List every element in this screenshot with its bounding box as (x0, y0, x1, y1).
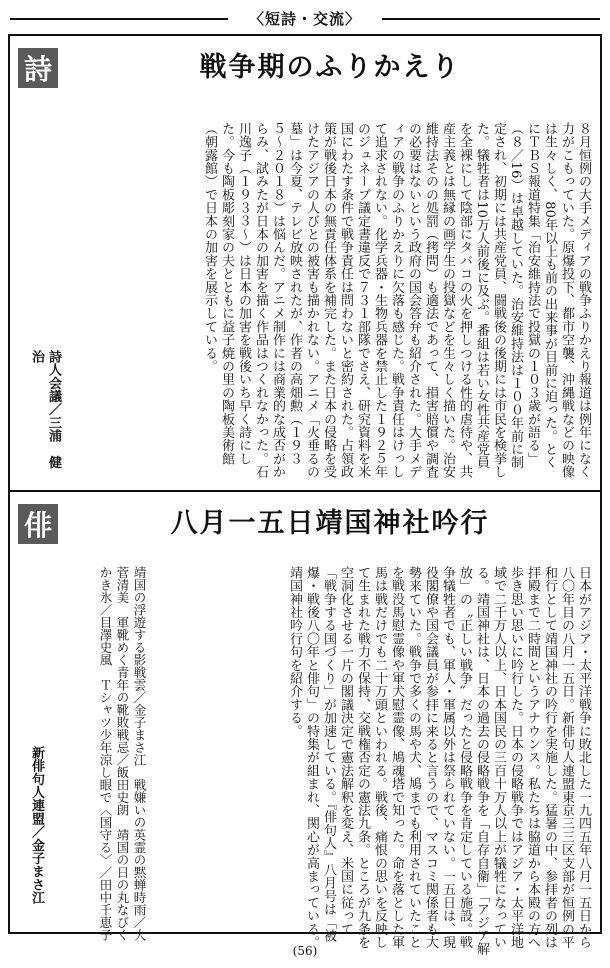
page-number: (56) (292, 944, 318, 958)
poem-title: 戦争期のふりかえり (199, 52, 461, 83)
poem-badge: 詩 (18, 48, 58, 88)
header-rule-right (382, 18, 600, 20)
haiku-body: 日本がアジア・太平洋戦争に敗北した一九四五年八月一五日から八〇年目の八月一五日。新俳句人連盟東京三三区支部が恒例の平和行として靖国神社の吟行を実施した。猛暑の中、参拝者の列は拝殿まで二時間というアナウンス。私たちは脇道から本殿の方へ歩き思い思いに吟行した。日本の侵略戦争ではアジア・太平洋地域で二千万人以上、日本国民の三百十万人以上が犠牲になっている。靖国神社は、日本の過去の侵略戦争を「自存自衛」「アジア解放」の〝正しい戦争〟だったと侵略戦争を肯定している施設。戦争犠牲者でも、軍人・軍属以外は祭られていない。一五日は、現役閣僚や国会議員が参拝に来ると言うので、マスコミ関係者も大勢来ていた。戦争で多くの馬や犬、鳩までも利用されていたことを戦没馬慰霊像や軍犬慰霊像、鳩魂塔で知った。命を落とした軍馬は戦だけでも二十万頭といわれる。戦後、痛恨の思いを反映して生まれた戦力不保持、交戦権否定の憲法九条。ところが九条を空洞化させる一片の閣議決定で憲法解釈を変え、米国に従って「戦争する国づくり」が加速している。『俳句人』八月号は「被爆・戦後八〇年と俳句」の特集が組まれ、関心が高まっている。靖国神社吟行句を紹介する。 (287, 566, 591, 956)
poem-article (10, 36, 600, 492)
section-header (10, 8, 600, 30)
section-title: 〈短詩・交流〉 (248, 10, 361, 28)
haiku-title: 八月一五日靖国神社吟行 (170, 508, 490, 539)
poem-author: 詩人会議／三浦 健治 (29, 350, 61, 469)
haiku-badge: 俳 (18, 504, 58, 544)
haiku-poems: 靖国の浮遊する影戦雲／金子まさ江 戦嫌いの英霊の黙蝉時雨／大菅清美 軍靴めく青年の靴敗戦忌／飯田史朗 靖国の日の丸なびくかき氷／目澤史風 Ｔシャツ少年涼し眼で〈国守る〉／田中千恵子 (98, 566, 147, 941)
haiku-author: 新俳句人連盟／金子まさ江 (29, 746, 44, 905)
poem-body: ８月恒例の大手メディアの戦争ふりかえり報道は例年になく力がこもっていた。原爆投下、都市空襲、沖縄戦などの映像は生々しく、80年以上も前の出来事が目前に迫った。とくにＴＢＳ報道特集「治安維持法で投獄の１０３歳が語る」（８／16）は卓越していた。治安維持法は１００年前に制定され、初期には共産党員、闘戦後の後期には市民を検挙した。犠牲者は10万人前後に及ぶ。番組は若い女性共産党員を全裸にして陰部にタバコの火を押しつける性的虐待や、共産主義とは無縁の画学生の投獄などを生々しく描いた。治安維持法そのの処罰（拷問）も適法であって、損害賠償や調査の必要はないという政府の国会答弁も紹介された。大手メディアの戦争のふりかえりに欠落も感じた。戦争責任はけっして追求されない。化学兵器・生物兵器を禁止した１９２５年のジュネーブ議定書違反で７３１部隊でさえ、研究資料を米国にわたす条件で戦争責任は問わないと密約された。占領政策が戦後日本の無責任体系を補完した。また日本の侵略を受けたアジアの人びとの被害も描かれない。アニメ「火垂るの墓」は今夏、テレビ放映されたが、作者の高畑勲（１９３５〜２０１８）は悩んだ。アニメ制作には商業的な成否がからみ、試みたが日本の加害を描く作品はつくれなかった。石川逸子（１９３３〜）は日本の加害を戦後いち早く詩にした。今も陶板彫刻家の夫とともに益子焼の里の陶板美術館（朝露館）で日本の加害を展示している。 (202, 122, 591, 479)
